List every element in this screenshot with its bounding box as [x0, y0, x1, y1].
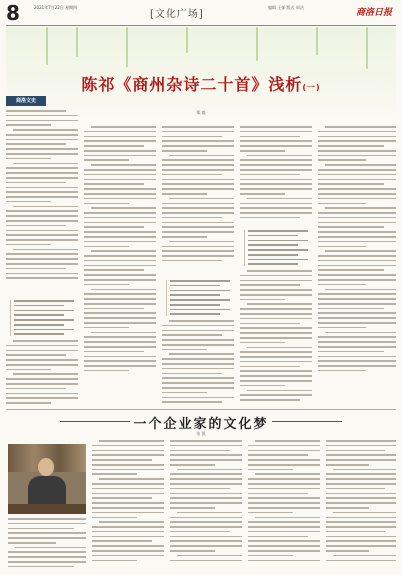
section-divider — [6, 409, 396, 410]
willow-branch — [256, 27, 258, 61]
column-tag: 商洛文史 — [6, 96, 46, 106]
article-column — [92, 440, 164, 572]
page-number: 8 — [6, 1, 20, 25]
article-column — [6, 340, 78, 408]
willow-branch — [316, 27, 318, 55]
article-column — [84, 126, 156, 408]
article-column — [240, 126, 312, 226]
willow-branch — [126, 27, 128, 67]
article-column — [326, 440, 396, 572]
portrait-photo — [8, 444, 86, 514]
article-title[interactable] — [6, 72, 396, 95]
header-rule — [6, 25, 396, 26]
article-byline: 张 凯 — [196, 431, 206, 436]
person-head — [38, 458, 54, 476]
article-column — [170, 440, 242, 572]
article-column — [6, 110, 78, 295]
title-banner — [6, 27, 396, 122]
section-title: [文化广场] — [150, 9, 204, 20]
article-column — [248, 440, 320, 572]
poem-excerpt — [166, 280, 230, 316]
page-header — [0, 0, 402, 26]
editor-credits: 编辑 王郁 版式 周洁 — [268, 5, 304, 10]
willow-branch — [186, 27, 188, 53]
poem-excerpt — [244, 230, 308, 266]
article-title[interactable]: 一个企业家的文化梦 — [133, 417, 269, 432]
newspaper-masthead: 商洛日报 — [356, 8, 393, 18]
willow-branch — [46, 27, 48, 65]
publication-date: 2021年7月22日 星期四 — [34, 5, 78, 10]
willow-branch — [366, 27, 368, 69]
article-column — [162, 320, 234, 408]
article-column — [162, 126, 234, 276]
article-title-suffix: (一) — [302, 83, 321, 92]
article-column — [8, 518, 86, 572]
desk — [8, 504, 86, 514]
article-title-text: 陈祁《商州杂诗二十首》浅析 — [81, 75, 303, 94]
article-column — [318, 126, 396, 408]
willow-branch — [76, 27, 78, 57]
article-byline: 郑 毅 — [196, 110, 206, 115]
poem-excerpt — [10, 300, 74, 336]
article-column — [240, 270, 312, 408]
